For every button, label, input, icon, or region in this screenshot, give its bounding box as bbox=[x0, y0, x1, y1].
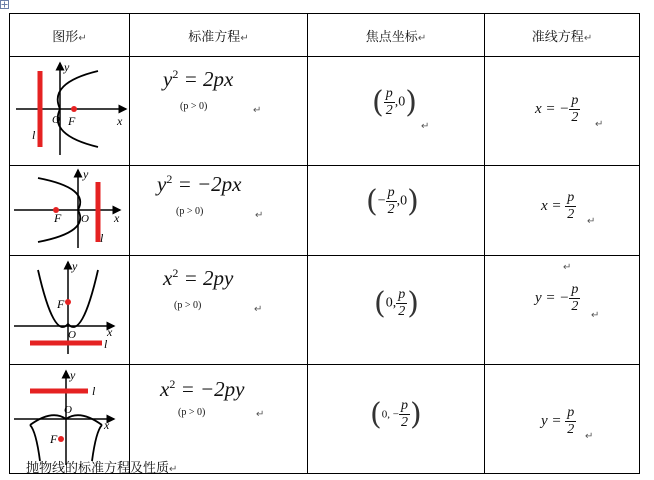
header-focus: 焦点坐标↵ bbox=[308, 14, 485, 57]
equation-cell: $x^2 = 2py$ (p > 0) ↵ bbox=[130, 256, 308, 365]
focus-label: F bbox=[50, 432, 58, 446]
condition: (p > 0) bbox=[178, 407, 206, 418]
header-row bbox=[10, 14, 640, 57]
directrix-equation: y = $\frac{p}{2}$ bbox=[541, 405, 575, 437]
directrix-equation: x = − $\frac{p}{2}$ bbox=[535, 93, 579, 125]
equation: $y^2 = -2px$ bbox=[157, 172, 242, 196]
origin-label: O bbox=[52, 114, 60, 126]
directrix-label: l bbox=[32, 128, 36, 142]
origin-label: O bbox=[64, 404, 72, 416]
table-row bbox=[10, 57, 640, 166]
equation: $x^2 = 2py$ bbox=[163, 266, 234, 290]
parabola-graph-down bbox=[10, 365, 129, 468]
directrix-label: l bbox=[100, 231, 104, 245]
directrix-label: l bbox=[104, 337, 108, 351]
graph-cell bbox=[10, 166, 130, 256]
header-directrix: 准线方程↵ bbox=[485, 14, 640, 57]
origin-label: O bbox=[68, 329, 76, 341]
directrix-cell: x = − $\frac{p}{2}$ ↵ bbox=[485, 57, 640, 166]
equation-cell: $y^2 = 2px$ (p > 0) ↵ bbox=[130, 57, 308, 166]
focus-coordinate: (0, − $\frac{p}{2}$ ) bbox=[370, 397, 422, 432]
x-axis-label: x bbox=[107, 325, 113, 339]
table-caption: 抛物线的标准方程及性质↵ bbox=[26, 461, 178, 476]
origin-label: O bbox=[81, 213, 89, 225]
parabola-graph-up bbox=[10, 256, 129, 359]
x-axis-label: x bbox=[117, 114, 123, 128]
parabola-graph-right bbox=[10, 57, 129, 160]
directrix-equation: x = $\frac{p}{2}$ bbox=[541, 190, 575, 222]
condition: (p > 0) bbox=[174, 300, 202, 311]
x-axis-label: x bbox=[104, 418, 110, 432]
table-row bbox=[10, 166, 640, 256]
equation-cell: $x^2 = -2py$ (p > 0) ↵ bbox=[130, 365, 308, 474]
table-anchor-icon[interactable] bbox=[0, 0, 9, 9]
x-axis-label: x bbox=[114, 211, 120, 225]
focus-cell bbox=[308, 256, 485, 365]
equation-cell: $y^2 = -2px$ (p > 0) ↵ bbox=[130, 166, 308, 256]
focus-coordinate: (0, $\frac{p}{2}$ ) bbox=[374, 286, 419, 321]
table-row bbox=[10, 256, 640, 365]
directrix-cell: x = $\frac{p}{2}$ ↵ bbox=[485, 166, 640, 256]
directrix-equation: y = − $\frac{p}{2}$ bbox=[535, 282, 579, 314]
parabola-table bbox=[9, 13, 640, 474]
header-graph: 图形↵ bbox=[10, 14, 130, 57]
directrix-label: l bbox=[92, 384, 96, 398]
focus-cell bbox=[308, 166, 485, 256]
equation: $y^2 = 2px$ bbox=[163, 67, 234, 91]
y-axis-label: y bbox=[83, 167, 89, 181]
directrix-cell: y = $\frac{p}{2}$ ↵ bbox=[485, 365, 640, 474]
y-axis-label: y bbox=[70, 368, 76, 382]
condition: (p > 0) bbox=[180, 101, 208, 112]
focus-coordinate: (− $\frac{p}{2}$ ,0) bbox=[366, 184, 419, 219]
focus-label: F bbox=[57, 297, 65, 311]
header-equation: 标准方程↵ bbox=[130, 14, 308, 57]
focus-coordinate: ( $\frac{p}{2}$ ,0) bbox=[372, 85, 417, 120]
equation: $x^2 = -2py$ bbox=[160, 377, 245, 401]
parabola-graph-left bbox=[10, 166, 129, 250]
focus-label: F bbox=[54, 211, 62, 225]
directrix-cell: ↵ y = − $\frac{p}{2}$ ↵ bbox=[485, 256, 640, 365]
focus-cell: ( $\frac{p}{2}$ ,0) ↵ bbox=[308, 57, 485, 166]
y-axis-label: y bbox=[64, 60, 70, 74]
y-axis-label: y bbox=[72, 259, 78, 273]
focus-label: F bbox=[68, 114, 76, 128]
graph-cell bbox=[10, 256, 130, 365]
focus-cell bbox=[308, 365, 485, 474]
graph-cell bbox=[10, 57, 130, 166]
condition: (p > 0) bbox=[176, 206, 204, 217]
